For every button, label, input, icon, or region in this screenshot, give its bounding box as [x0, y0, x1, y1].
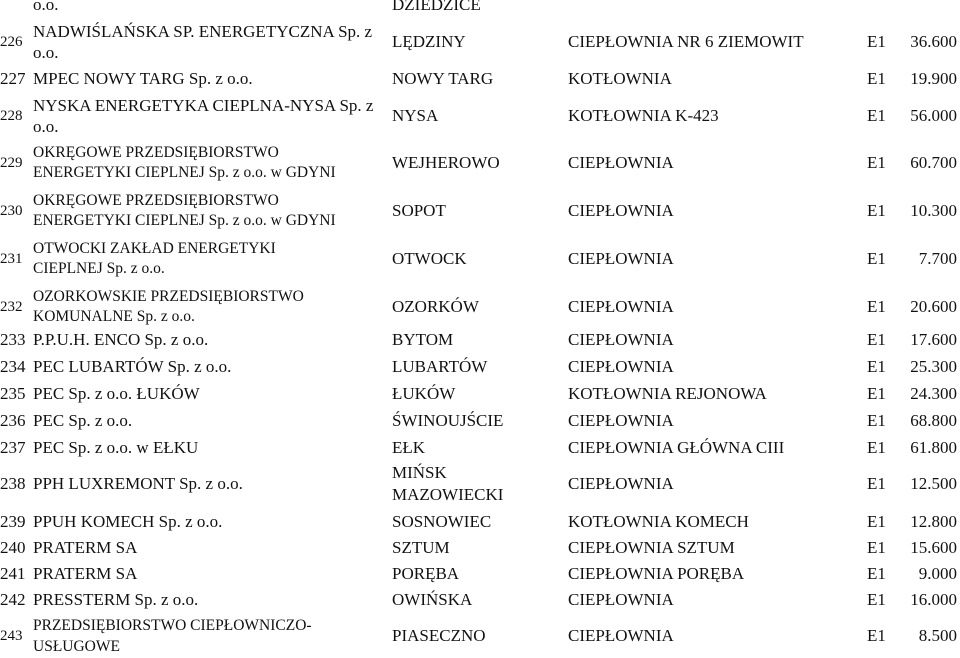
company-name-line: PPUH KOMECH Sp. z o.o.	[33, 512, 223, 531]
category-code: E1	[867, 330, 886, 349]
facility-type: CIEPŁOWNIA	[568, 201, 674, 220]
city-name-line: SOSNOWIEC	[392, 512, 492, 531]
table-row	[0, 20, 960, 64]
city-name-line: ŚWINOUJŚCIE	[392, 411, 504, 430]
facility-type: CIEPŁOWNIA	[568, 357, 674, 376]
row-number: 230	[0, 203, 23, 219]
power-value: 16.000	[910, 590, 957, 609]
row-number: 228	[0, 108, 23, 124]
company-name-line: ENERGETYKI CIEPLNEJ Sp. z o.o. w GDYNI	[33, 212, 336, 229]
company-name-line: CIEPLNEJ Sp. z o.o.	[33, 260, 165, 277]
company-name-line: PPH LUXREMONT Sp. z o.o.	[33, 474, 243, 493]
category-code: E1	[867, 201, 886, 220]
facility-type: KOTŁOWNIA K-423	[568, 106, 719, 125]
company-name-line: o.o.	[33, 117, 59, 136]
category-code: E1	[867, 564, 886, 583]
company-name-line: PRZEDSIĘBIORSTWO CIEPŁOWNICZO-	[33, 617, 312, 634]
table-row	[0, 437, 960, 459]
power-value: 56.000	[910, 106, 957, 125]
company-name-line: PRATERM SA	[33, 564, 138, 583]
city-name-line: SOPOT	[392, 201, 446, 220]
power-value: 60.700	[910, 153, 957, 172]
city-name-line: OWIŃSKA	[392, 590, 473, 609]
company-name-line: OKRĘGOWE PRZEDSIĘBIORSTWO	[33, 192, 279, 209]
power-value: 9.000	[918, 564, 957, 583]
row-number: 234	[0, 357, 26, 376]
row-number: 238	[0, 474, 26, 493]
company-name-line: PEC Sp. z o.o.	[33, 411, 133, 430]
power-value: 12.500	[910, 474, 957, 493]
power-value: 36.600	[910, 32, 957, 51]
facility-type: CIEPŁOWNIA SZTUM	[568, 538, 735, 557]
power-value: 25.300	[910, 357, 957, 376]
facility-type: CIEPŁOWNIA	[568, 590, 674, 609]
company-name-line: NADWIŚLAŃSKA SP. ENERGETYCZNA Sp. z	[33, 22, 373, 41]
row-number: 229	[0, 155, 23, 171]
facility-type: CIEPŁOWNIA	[568, 153, 674, 172]
power-value: 10.300	[910, 201, 957, 220]
company-name-line: OKRĘGOWE PRZEDSIĘBIORSTWO	[33, 144, 279, 161]
table-row	[0, 383, 960, 405]
city-name-line: PIASECZNO	[392, 626, 486, 645]
row-number: 242	[0, 590, 26, 609]
row-number: 236	[0, 411, 26, 430]
row-number: 226	[0, 34, 23, 50]
row-number: 243	[0, 628, 23, 644]
city-name-line: SZTUM	[392, 538, 450, 557]
city-name-line: EŁK	[392, 438, 426, 457]
category-code: E1	[867, 153, 886, 172]
company-name-line: PEC LUBARTÓW Sp. z o.o.	[33, 357, 232, 376]
city-name-line: NYSA	[392, 106, 439, 125]
city-name-line: OTWOCK	[392, 249, 467, 268]
city-name-line: MAZOWIECKI	[392, 485, 504, 504]
category-code: E1	[867, 69, 886, 88]
facility-type: CIEPŁOWNIA	[568, 249, 674, 268]
category-code: E1	[867, 297, 886, 316]
category-code: E1	[867, 384, 886, 403]
company-name-line: OTWOCKI ZAKŁAD ENERGETYKI	[33, 240, 276, 257]
row-number: 233	[0, 330, 26, 349]
category-code: E1	[867, 512, 886, 531]
company-name-line: OZORKOWSKIE PRZEDSIĘBIORSTWO	[33, 288, 304, 305]
category-code: E1	[867, 590, 886, 609]
facility-type: KOTŁOWNIA	[568, 69, 672, 88]
company-name-line: PRATERM SA	[33, 538, 138, 557]
company-name-line: NYSKA ENERGETYKA CIEPLNA-NYSA Sp. z	[33, 96, 374, 115]
company-name-line: PRESSTERM Sp. z o.o.	[33, 590, 199, 609]
company-name-line: MPEC NOWY TARG Sp. z o.o.	[33, 69, 253, 88]
row-number: 237	[0, 438, 26, 457]
table-row	[0, 563, 960, 585]
company-name-line: PEC Sp. z o.o. w EŁKU	[33, 438, 199, 457]
category-code: E1	[867, 438, 886, 457]
facility-type: CIEPŁOWNIA	[568, 626, 674, 645]
power-value: 68.800	[910, 411, 957, 430]
facility-type: CIEPŁOWNIA	[568, 474, 674, 493]
table-row	[0, 94, 960, 138]
row-number: 227	[0, 69, 26, 88]
table-row	[0, 462, 960, 506]
facility-type: KOTŁOWNIA KOMECH	[568, 512, 749, 531]
power-value: 24.300	[910, 384, 957, 403]
category-code: E1	[867, 538, 886, 557]
table-row	[0, 285, 960, 329]
facility-type: CIEPŁOWNIA	[568, 297, 674, 316]
category-code: E1	[867, 474, 886, 493]
category-code: E1	[867, 32, 886, 51]
row-number: 241	[0, 564, 26, 583]
company-name-line: P.P.U.H. ENCO Sp. z o.o.	[33, 330, 209, 349]
city-name-line: LĘDZINY	[392, 32, 466, 51]
facility-type: CIEPŁOWNIA	[568, 411, 674, 430]
facility-type: KOTŁOWNIA REJONOWA	[568, 384, 767, 403]
company-name-line: USŁUGOWE	[33, 638, 120, 655]
company-name-line: PEC Sp. z o.o. ŁUKÓW	[33, 384, 200, 403]
power-value: 17.600	[910, 330, 957, 349]
category-code: E1	[867, 626, 886, 645]
table-row	[0, 589, 960, 611]
company-name-line: ENERGETYKI CIEPLNEJ Sp. z o.o. w GDYNI	[33, 164, 336, 181]
power-value: 12.800	[910, 512, 957, 531]
row-number: 239	[0, 512, 26, 531]
city-name-line: DZIEDZICE	[392, 0, 481, 14]
power-value: 20.600	[910, 297, 957, 316]
power-value: 15.600	[910, 538, 957, 557]
row-number: 240	[0, 538, 26, 557]
company-name-line: o.o.	[33, 0, 59, 14]
facility-type: CIEPŁOWNIA PORĘBA	[568, 564, 745, 583]
company-name-line: KOMUNALNE Sp. z o.o.	[33, 308, 195, 325]
company-name-line: o.o.	[33, 43, 59, 62]
table-row	[0, 329, 960, 351]
table-row	[0, 237, 960, 281]
category-code: E1	[867, 106, 886, 125]
category-code: E1	[867, 411, 886, 430]
city-name-line: OZORKÓW	[392, 297, 479, 316]
facility-type: CIEPŁOWNIA	[568, 330, 674, 349]
facility-type: CIEPŁOWNIA NR 6 ZIEMOWIT	[568, 32, 804, 51]
table-row	[0, 189, 960, 233]
city-name-line: NOWY TARG	[392, 69, 494, 88]
table-row	[0, 141, 960, 185]
table-row	[0, 68, 960, 90]
category-code: E1	[867, 249, 886, 268]
power-value: 61.800	[910, 438, 957, 457]
row-number: 235	[0, 384, 26, 403]
power-value: 8.500	[918, 626, 957, 645]
city-name-line: ŁUKÓW	[392, 384, 456, 403]
category-code: E1	[867, 357, 886, 376]
power-value: 19.900	[910, 69, 957, 88]
table-row	[0, 537, 960, 559]
city-name-line: BYTOM	[392, 330, 454, 349]
city-name-line: LUBARTÓW	[392, 357, 488, 376]
row-number: 232	[0, 299, 23, 315]
city-name-line: PORĘBA	[392, 564, 460, 583]
table-row	[0, 614, 960, 658]
power-value: 7.700	[918, 249, 957, 268]
table-row	[0, 511, 960, 533]
table-row	[0, 0, 960, 16]
city-name-line: MIŃSK	[392, 463, 447, 482]
facility-type: CIEPŁOWNIA GŁÓWNA CIII	[568, 438, 785, 457]
table-row	[0, 356, 960, 378]
row-number: 231	[0, 251, 23, 267]
table-row	[0, 410, 960, 432]
city-name-line: WEJHEROWO	[392, 153, 500, 172]
